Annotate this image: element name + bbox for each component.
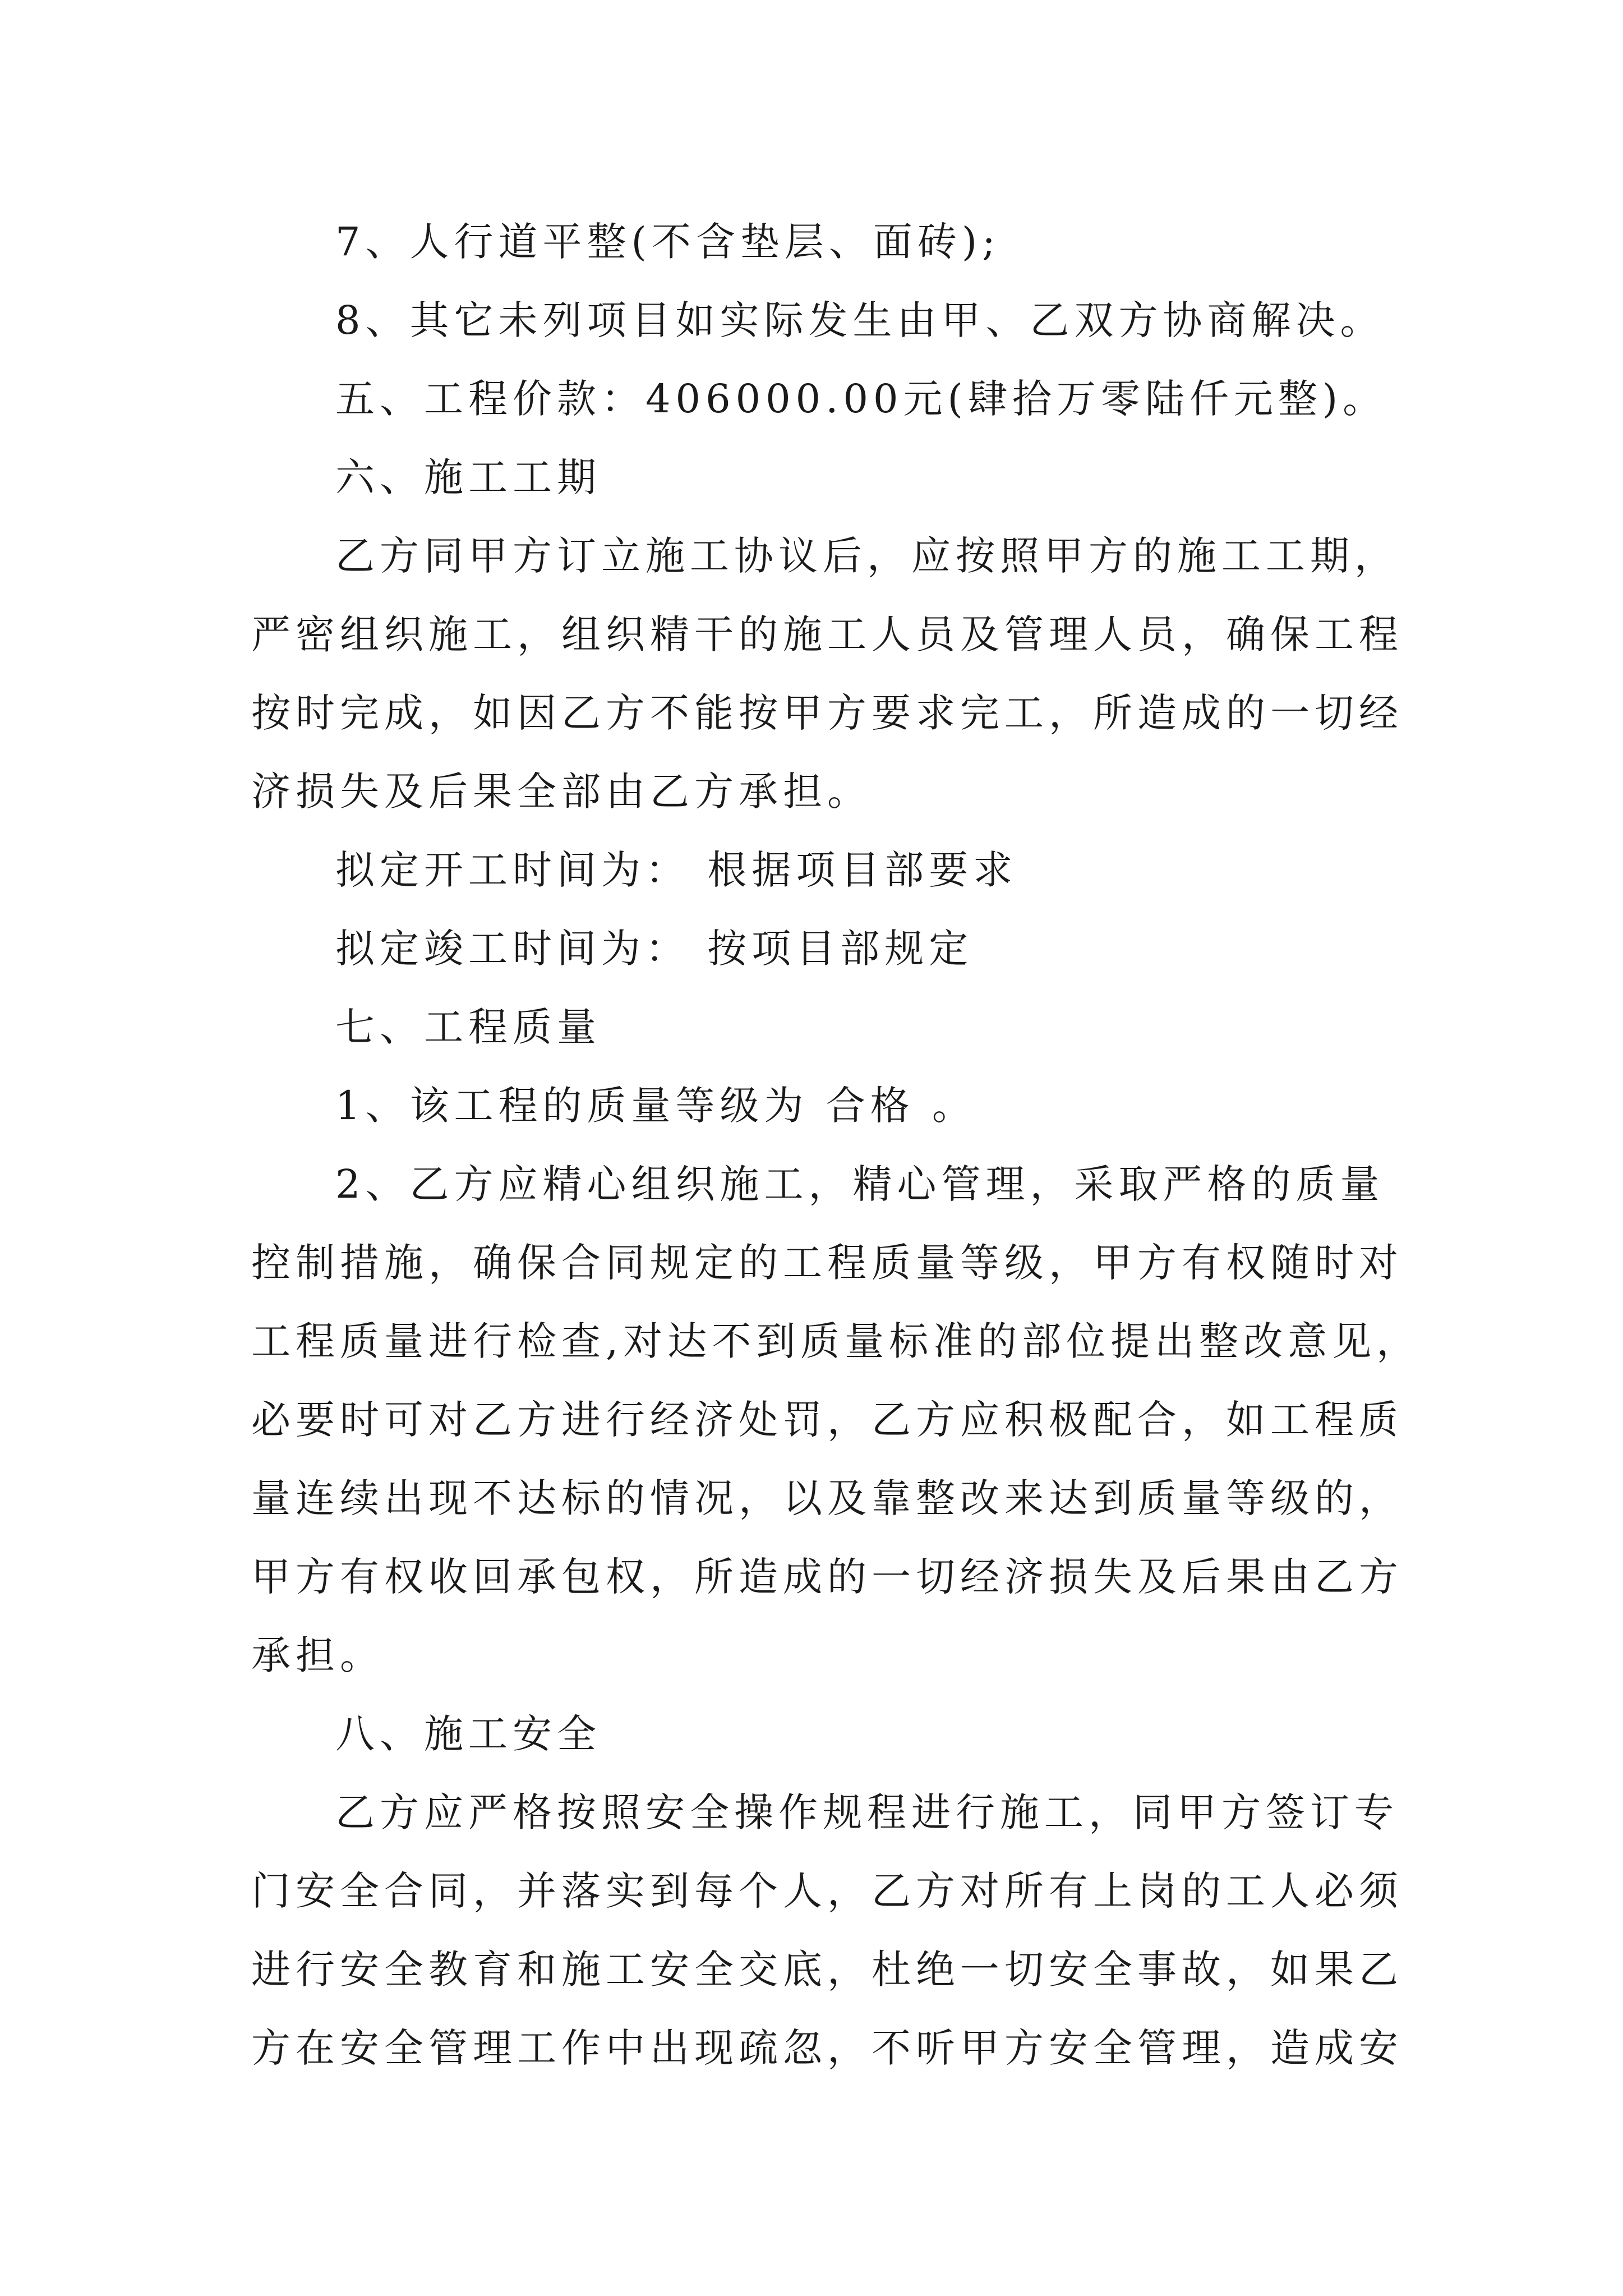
paragraph-line: 门安全合同，并落实到每个人，乙方对所有上岗的工人必须 <box>251 1868 1403 1914</box>
quality-grade: 1、该工程的质量等级为 合格 。 <box>335 1083 977 1129</box>
paragraph-line: 工程质量进行检查,对达不到质量标准的部位提出整改意见， <box>251 1318 1421 1364</box>
paragraph-line: 控制措施，确保合同规定的工程质量等级，甲方有权随时对 <box>251 1240 1403 1286</box>
section-6-heading: 六、施工工期 <box>335 454 601 500</box>
paragraph-line: 乙方同甲方订立施工协议后，应按照甲方的施工工期， <box>335 533 1399 579</box>
paragraph-line: 乙方应严格按照安全操作规程进行施工，同甲方签订专 <box>335 1789 1399 1835</box>
paragraph-line: 承担。 <box>251 1632 384 1678</box>
paragraph-line: 按时完成，如因乙方不能按甲方要求完工，所造成的一切经 <box>251 690 1403 736</box>
paragraph-line: 严密组织施工，组织精干的施工人员及管理人员，确保工程 <box>251 611 1403 657</box>
paragraph-line: 进行安全教育和施工安全交底，杜绝一切安全事故，如果乙 <box>251 1947 1403 1993</box>
planned-completion-date: 拟定竣工时间为： 按项目部规定 <box>335 926 974 972</box>
section-7-heading: 七、工程质量 <box>335 1004 601 1050</box>
planned-start-date: 拟定开工时间为： 根据项目部要求 <box>335 847 1018 893</box>
paragraph-line: 济损失及后果全部由乙方承担。 <box>251 769 872 815</box>
section-5-contract-price: 五、工程价款：406000.00元(肆拾万零陆仟元整)。 <box>335 376 1387 422</box>
paragraph-line: 甲方有权收回承包权，所造成的一切经济损失及后果由乙方 <box>251 1554 1403 1600</box>
paragraph-line: 量连续出现不达标的情况，以及靠整改来达到质量等级的， <box>251 1475 1403 1521</box>
paragraph-line: 必要时可对乙方进行经济处罚，乙方应积极配合，如工程质 <box>251 1397 1403 1443</box>
item-8-other-items: 8、其它未列项目如实际发生由甲、乙双方协商解决。 <box>335 297 1385 343</box>
item-7-sidewalk-leveling: 7、人行道平整(不含垫层、面砖); <box>335 219 1000 265</box>
paragraph-line: 方在安全管理工作中出现疏忽，不听甲方安全管理，造成安 <box>251 2025 1403 2071</box>
paragraph-line: 2、乙方应精心组织施工，精心管理，采取严格的质量 <box>335 1161 1385 1207</box>
section-8-heading: 八、施工安全 <box>335 1711 601 1757</box>
